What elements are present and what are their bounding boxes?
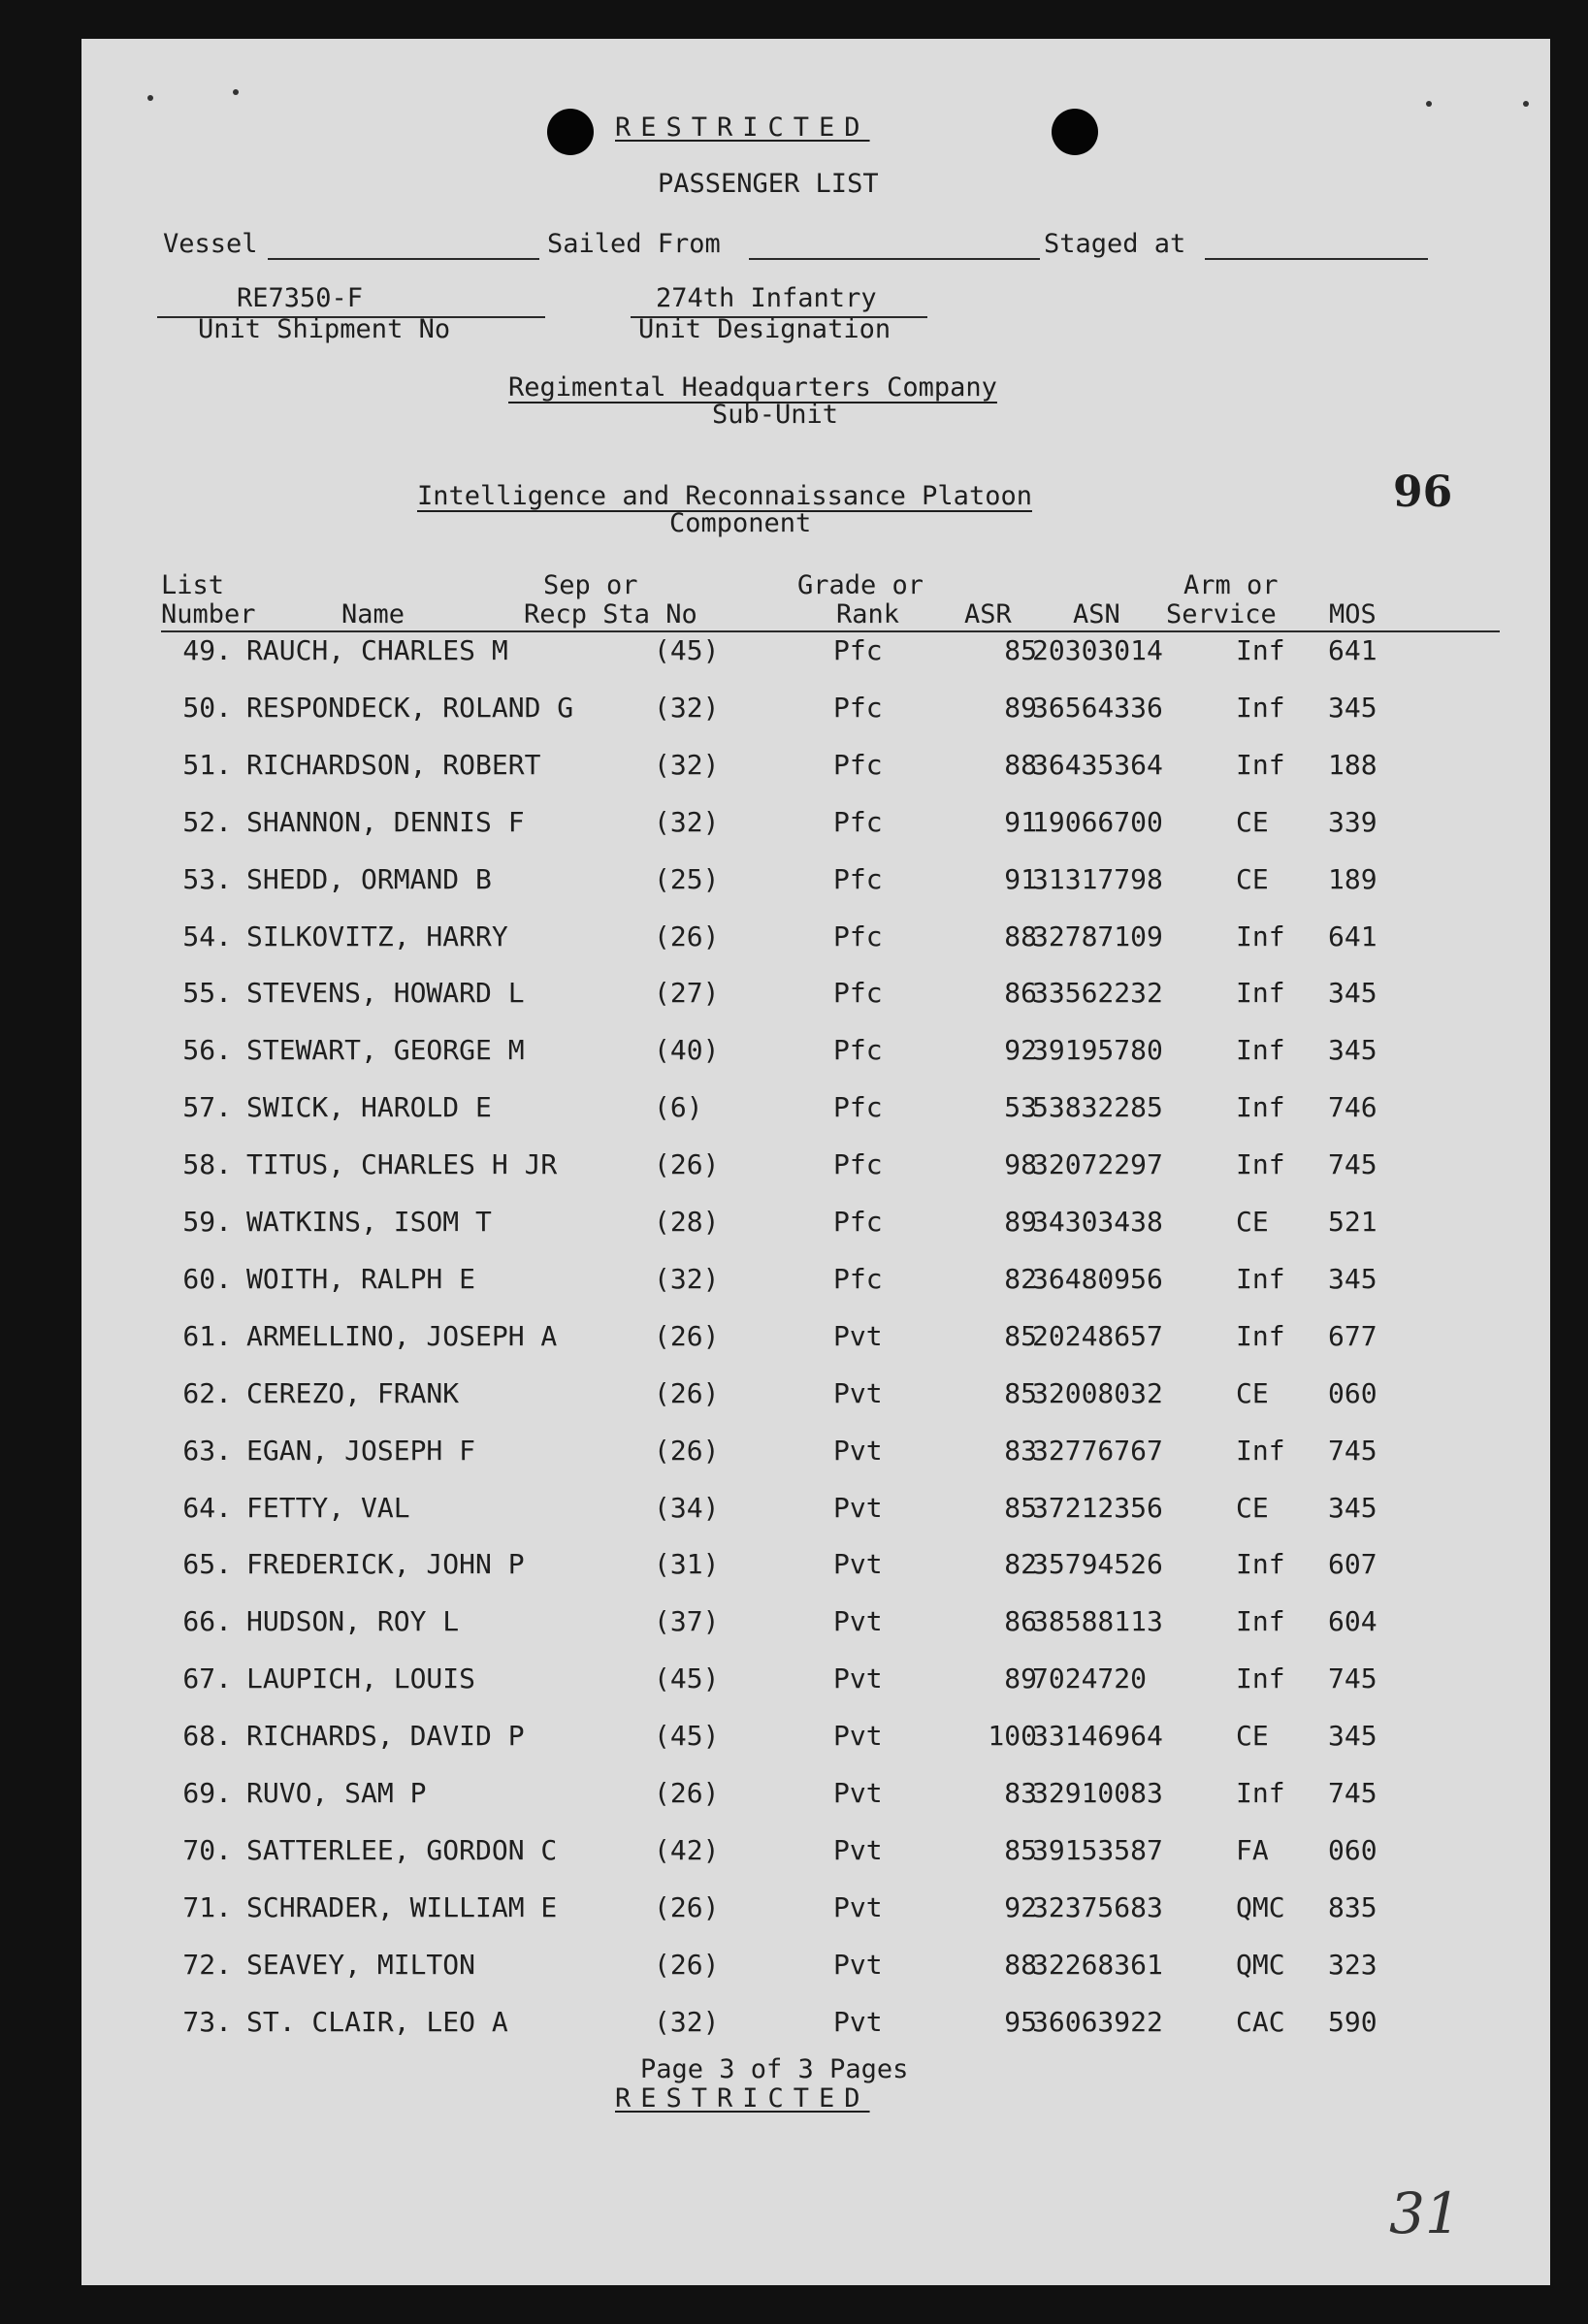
- row-mos: 323: [1328, 1948, 1377, 1981]
- speck: [1523, 101, 1529, 107]
- row-asn: 20248657: [1032, 1319, 1163, 1352]
- row-asr: 82: [1004, 1262, 1037, 1295]
- table-row: [81, 1206, 1550, 1244]
- row-sep-sta: (42): [654, 1833, 720, 1866]
- row-asn: 39153587: [1032, 1833, 1163, 1866]
- row-sep-sta: (25): [654, 862, 720, 895]
- row-number: 71.: [182, 1890, 232, 1923]
- row-arm-service: Inf: [1236, 1548, 1285, 1581]
- row-asn: 32072297: [1032, 1148, 1163, 1181]
- table-row: [81, 1435, 1550, 1473]
- row-asn: 33562232: [1032, 977, 1163, 1010]
- col-header-mos: MOS: [1329, 599, 1377, 629]
- row-mos: 345: [1328, 977, 1377, 1010]
- row-grade: Pvt: [833, 1948, 883, 1981]
- row-mos: 345: [1328, 1262, 1377, 1295]
- row-asr: 85: [1004, 1319, 1037, 1352]
- table-row: [81, 1662, 1550, 1701]
- row-number: 73.: [182, 2005, 232, 2038]
- row-name: EGAN, JOSEPH F: [246, 1434, 476, 1467]
- row-name: TITUS, CHARLES H JR: [246, 1148, 558, 1181]
- row-name: SHEDD, ORMAND B: [246, 862, 492, 895]
- row-number: 63.: [182, 1434, 232, 1467]
- row-sep-sta: (32): [654, 748, 720, 781]
- table-row: [81, 2006, 1550, 2045]
- row-name: STEVENS, HOWARD L: [246, 977, 525, 1010]
- row-asn: 53832285: [1032, 1091, 1163, 1124]
- table-row: [81, 806, 1550, 845]
- col-header-sep-bottom: Recp Sta No: [524, 599, 697, 629]
- speck: [147, 95, 153, 101]
- row-sep-sta: (32): [654, 2005, 720, 2038]
- table-row: [81, 634, 1550, 673]
- row-mos: 345: [1328, 1034, 1377, 1067]
- restricted-header: RESTRICTED: [615, 113, 870, 143]
- row-asr: 86: [1004, 977, 1037, 1010]
- unit-shipment-value: RE7350-F: [237, 283, 364, 313]
- row-number: 57.: [182, 1091, 232, 1124]
- row-grade: Pfc: [833, 920, 883, 952]
- row-asn: 39195780: [1032, 1034, 1163, 1067]
- document-title: PASSENGER LIST: [658, 169, 879, 199]
- row-sep-sta: (26): [654, 1890, 720, 1923]
- row-arm-service: Inf: [1236, 748, 1285, 781]
- sailed-from-blank: [749, 258, 1040, 260]
- row-asn: 36480956: [1032, 1262, 1163, 1295]
- row-asr: 88: [1004, 920, 1037, 952]
- table-row: [81, 1091, 1550, 1130]
- row-asn: 32776767: [1032, 1434, 1163, 1467]
- row-asr: 89: [1004, 691, 1037, 724]
- row-mos: 188: [1328, 748, 1377, 781]
- row-name: SILKOVITZ, HARRY: [246, 920, 508, 952]
- row-asn: 32375683: [1032, 1890, 1163, 1923]
- row-grade: Pvt: [833, 1376, 883, 1409]
- col-header-asn: ASN: [1073, 599, 1120, 629]
- row-mos: 521: [1328, 1206, 1377, 1238]
- table-row: [81, 920, 1550, 959]
- row-mos: 060: [1328, 1833, 1377, 1866]
- unit-designation-value: 274th Infantry: [656, 283, 877, 313]
- row-grade: Pfc: [833, 1091, 883, 1124]
- table-row: [81, 692, 1550, 730]
- row-arm-service: CE: [1236, 1376, 1269, 1409]
- table-row: [81, 863, 1550, 902]
- sailed-from-label: Sailed From: [547, 229, 721, 259]
- table-row: [81, 1492, 1550, 1531]
- row-number: 49.: [182, 634, 232, 666]
- page-footer: Page 3 of 3 Pages: [640, 2054, 909, 2084]
- row-name: FREDERICK, JOHN P: [246, 1548, 525, 1581]
- row-number: 60.: [182, 1262, 232, 1295]
- row-asn: 7024720: [1032, 1662, 1148, 1695]
- row-asr: 83: [1004, 1434, 1037, 1467]
- row-mos: 641: [1328, 920, 1377, 952]
- row-arm-service: Inf: [1236, 1091, 1285, 1124]
- row-asn: 20303014: [1032, 634, 1163, 666]
- row-asr: 95: [1004, 2005, 1037, 2038]
- row-name: RUVO, SAM P: [246, 1777, 427, 1809]
- row-grade: Pfc: [833, 1262, 883, 1295]
- row-sep-sta: (45): [654, 1662, 720, 1695]
- col-header-grade-bottom: Rank: [836, 599, 900, 629]
- page-stamp-number: 96: [1393, 468, 1453, 517]
- row-grade: Pvt: [833, 1890, 883, 1923]
- row-grade: Pvt: [833, 1319, 883, 1352]
- punch-hole-left: [547, 109, 594, 155]
- col-header-arm-bottom: Service: [1166, 599, 1277, 629]
- row-asr: 88: [1004, 748, 1037, 781]
- row-number: 52.: [182, 805, 232, 838]
- row-asn: 32910083: [1032, 1777, 1163, 1809]
- handwritten-number: 31: [1389, 2180, 1461, 2246]
- row-name: CEREZO, FRANK: [246, 1376, 460, 1409]
- row-mos: 745: [1328, 1434, 1377, 1467]
- row-number: 54.: [182, 920, 232, 952]
- row-asn: 32268361: [1032, 1948, 1163, 1981]
- row-asn: 36063922: [1032, 2005, 1163, 2038]
- row-grade: Pfc: [833, 691, 883, 724]
- row-name: ST. CLAIR, LEO A: [246, 2005, 508, 2038]
- row-sep-sta: (32): [654, 691, 720, 724]
- row-number: 64.: [182, 1491, 232, 1524]
- row-arm-service: Inf: [1236, 1777, 1285, 1809]
- staged-at-blank: [1205, 258, 1428, 260]
- row-name: SCHRADER, WILLIAM E: [246, 1890, 558, 1923]
- row-mos: 189: [1328, 862, 1377, 895]
- row-grade: Pfc: [833, 748, 883, 781]
- row-arm-service: Inf: [1236, 1605, 1285, 1638]
- vessel-label: Vessel: [163, 229, 258, 259]
- row-grade: Pvt: [833, 1720, 883, 1753]
- row-arm-service: CE: [1236, 1491, 1269, 1524]
- row-asn: 32008032: [1032, 1376, 1163, 1409]
- row-asr: 92: [1004, 1890, 1037, 1923]
- unit-shipment-label: Unit Shipment No: [198, 314, 451, 344]
- row-name: RESPONDECK, ROLAND G: [246, 691, 574, 724]
- col-header-name: Name: [341, 599, 405, 629]
- row-number: 50.: [182, 691, 232, 724]
- row-number: 53.: [182, 862, 232, 895]
- col-header-list: List: [161, 570, 225, 600]
- staged-at-label: Staged at: [1044, 229, 1186, 259]
- row-arm-service: QMC: [1236, 1948, 1285, 1981]
- row-mos: 745: [1328, 1662, 1377, 1695]
- restricted-footer: RESTRICTED: [615, 2083, 870, 2114]
- row-number: 69.: [182, 1777, 232, 1809]
- row-grade: Pvt: [833, 1548, 883, 1581]
- row-arm-service: Inf: [1236, 691, 1285, 724]
- row-grade: Pvt: [833, 2005, 883, 2038]
- punch-hole-right: [1052, 109, 1098, 155]
- row-arm-service: CE: [1236, 1720, 1269, 1753]
- col-header-arm-top: Arm or: [1183, 570, 1279, 600]
- row-sep-sta: (31): [654, 1548, 720, 1581]
- row-arm-service: Inf: [1236, 977, 1285, 1010]
- row-asr: 98: [1004, 1148, 1037, 1181]
- row-mos: 641: [1328, 634, 1377, 666]
- unit-designation-label: Unit Designation: [638, 314, 891, 344]
- row-asr: 100: [988, 1720, 1037, 1753]
- row-asn: 36564336: [1032, 691, 1163, 724]
- row-number: 58.: [182, 1148, 232, 1181]
- row-grade: Pfc: [833, 862, 883, 895]
- table-row: [81, 1377, 1550, 1416]
- row-mos: 345: [1328, 1720, 1377, 1753]
- row-mos: 345: [1328, 691, 1377, 724]
- row-grade: Pfc: [833, 1034, 883, 1067]
- row-arm-service: Inf: [1236, 1319, 1285, 1352]
- row-number: 68.: [182, 1720, 232, 1753]
- col-header-number: Number: [161, 599, 256, 629]
- row-asr: 91: [1004, 862, 1037, 895]
- row-sep-sta: (26): [654, 920, 720, 952]
- row-grade: Pfc: [833, 977, 883, 1010]
- row-name: RAUCH, CHARLES M: [246, 634, 508, 666]
- row-name: WATKINS, ISOM T: [246, 1206, 492, 1238]
- row-asn: 35794526: [1032, 1548, 1163, 1581]
- row-number: 70.: [182, 1833, 232, 1866]
- table-row: [81, 1148, 1550, 1187]
- row-asr: 89: [1004, 1206, 1037, 1238]
- row-arm-service: CE: [1236, 805, 1269, 838]
- row-sep-sta: (28): [654, 1206, 720, 1238]
- row-mos: 746: [1328, 1091, 1377, 1124]
- row-asn: 31317798: [1032, 862, 1163, 895]
- row-sep-sta: (26): [654, 1948, 720, 1981]
- row-grade: Pvt: [833, 1833, 883, 1866]
- row-number: 67.: [182, 1662, 232, 1695]
- row-asr: 85: [1004, 634, 1037, 666]
- row-arm-service: Inf: [1236, 1148, 1285, 1181]
- col-header-asr: ASR: [964, 599, 1012, 629]
- row-number: 62.: [182, 1376, 232, 1409]
- table-row: [81, 749, 1550, 788]
- row-name: FETTY, VAL: [246, 1491, 410, 1524]
- row-sep-sta: (40): [654, 1034, 720, 1067]
- row-sep-sta: (26): [654, 1777, 720, 1809]
- row-asr: 53: [1004, 1091, 1037, 1124]
- row-arm-service: Inf: [1236, 634, 1285, 666]
- row-number: 56.: [182, 1034, 232, 1067]
- row-number: 51.: [182, 748, 232, 781]
- table-row: [81, 1605, 1550, 1644]
- row-asr: 85: [1004, 1833, 1037, 1866]
- row-arm-service: Inf: [1236, 920, 1285, 952]
- row-name: RICHARDS, DAVID P: [246, 1720, 525, 1753]
- row-mos: 677: [1328, 1319, 1377, 1352]
- row-grade: Pfc: [833, 634, 883, 666]
- row-arm-service: CAC: [1236, 2005, 1285, 2038]
- row-name: SEAVEY, MILTON: [246, 1948, 476, 1981]
- document-page: [81, 39, 1550, 2285]
- row-asr: 83: [1004, 1777, 1037, 1809]
- row-grade: Pvt: [833, 1434, 883, 1467]
- row-mos: 745: [1328, 1148, 1377, 1181]
- header-rule: [161, 630, 1500, 632]
- row-name: STEWART, GEORGE M: [246, 1034, 525, 1067]
- table-row: [81, 1320, 1550, 1359]
- row-arm-service: Inf: [1236, 1662, 1285, 1695]
- table-row: [81, 1949, 1550, 1987]
- row-sep-sta: (37): [654, 1605, 720, 1638]
- table-row: [81, 1548, 1550, 1587]
- row-sep-sta: (27): [654, 977, 720, 1010]
- row-name: HUDSON, ROY L: [246, 1605, 460, 1638]
- row-asn: 32787109: [1032, 920, 1163, 952]
- row-number: 66.: [182, 1605, 232, 1638]
- row-mos: 060: [1328, 1376, 1377, 1409]
- row-mos: 345: [1328, 1491, 1377, 1524]
- row-arm-service: Inf: [1236, 1434, 1285, 1467]
- row-asr: 82: [1004, 1548, 1037, 1581]
- row-mos: 339: [1328, 805, 1377, 838]
- row-asn: 34303438: [1032, 1206, 1163, 1238]
- row-name: SHANNON, DENNIS F: [246, 805, 525, 838]
- speck: [1426, 101, 1432, 107]
- speck: [233, 89, 239, 95]
- row-arm-service: FA: [1236, 1833, 1269, 1866]
- row-arm-service: Inf: [1236, 1034, 1285, 1067]
- row-asn: 37212356: [1032, 1491, 1163, 1524]
- row-arm-service: Inf: [1236, 1262, 1285, 1295]
- component-label: Component: [669, 508, 812, 538]
- row-mos: 607: [1328, 1548, 1377, 1581]
- component-value: Intelligence and Reconnaissance Platoon: [417, 481, 1032, 511]
- row-asn: 19066700: [1032, 805, 1163, 838]
- table-row: [81, 1034, 1550, 1073]
- row-name: WOITH, RALPH E: [246, 1262, 476, 1295]
- row-grade: Pvt: [833, 1605, 883, 1638]
- row-sep-sta: (26): [654, 1319, 720, 1352]
- row-arm-service: CE: [1236, 862, 1269, 895]
- row-arm-service: QMC: [1236, 1890, 1285, 1923]
- row-asr: 92: [1004, 1034, 1037, 1067]
- row-sep-sta: (26): [654, 1376, 720, 1409]
- row-asn: 33146964: [1032, 1720, 1163, 1753]
- row-name: RICHARDSON, ROBERT: [246, 748, 541, 781]
- row-mos: 745: [1328, 1777, 1377, 1809]
- table-row: [81, 1891, 1550, 1930]
- row-asn: 38588113: [1032, 1605, 1163, 1638]
- row-number: 72.: [182, 1948, 232, 1981]
- row-mos: 835: [1328, 1890, 1377, 1923]
- row-grade: Pvt: [833, 1662, 883, 1695]
- row-asr: 89: [1004, 1662, 1037, 1695]
- row-asr: 86: [1004, 1605, 1037, 1638]
- row-sep-sta: (32): [654, 1262, 720, 1295]
- row-grade: Pfc: [833, 1206, 883, 1238]
- row-arm-service: CE: [1236, 1206, 1269, 1238]
- table-row: [81, 1834, 1550, 1873]
- row-name: LAUPICH, LOUIS: [246, 1662, 476, 1695]
- row-asr: 91: [1004, 805, 1037, 838]
- col-header-grade-top: Grade or: [797, 570, 924, 600]
- row-sep-sta: (45): [654, 1720, 720, 1753]
- row-name: SATTERLEE, GORDON C: [246, 1833, 558, 1866]
- row-sep-sta: (32): [654, 805, 720, 838]
- table-row: [81, 1263, 1550, 1302]
- row-asr: 88: [1004, 1948, 1037, 1981]
- row-asr: 85: [1004, 1376, 1037, 1409]
- row-sep-sta: (34): [654, 1491, 720, 1524]
- row-mos: 604: [1328, 1605, 1377, 1638]
- row-sep-sta: (45): [654, 634, 720, 666]
- row-grade: Pvt: [833, 1491, 883, 1524]
- row-mos: 590: [1328, 2005, 1377, 2038]
- table-row: [81, 977, 1550, 1016]
- row-number: 55.: [182, 977, 232, 1010]
- row-sep-sta: (6): [654, 1091, 703, 1124]
- row-grade: Pvt: [833, 1777, 883, 1809]
- row-number: 59.: [182, 1206, 232, 1238]
- row-asr: 85: [1004, 1491, 1037, 1524]
- table-row: [81, 1777, 1550, 1816]
- row-number: 61.: [182, 1319, 232, 1352]
- table-row: [81, 1720, 1550, 1759]
- row-sep-sta: (26): [654, 1434, 720, 1467]
- row-sep-sta: (26): [654, 1148, 720, 1181]
- sub-unit-value: Regimental Headquarters Company: [508, 372, 997, 403]
- sub-unit-label: Sub-Unit: [712, 400, 839, 430]
- row-name: ARMELLINO, JOSEPH A: [246, 1319, 558, 1352]
- row-grade: Pfc: [833, 805, 883, 838]
- row-asn: 36435364: [1032, 748, 1163, 781]
- row-number: 65.: [182, 1548, 232, 1581]
- row-name: SWICK, HAROLD E: [246, 1091, 492, 1124]
- vessel-blank: [268, 258, 539, 260]
- row-grade: Pfc: [833, 1148, 883, 1181]
- col-header-sep-top: Sep or: [543, 570, 638, 600]
